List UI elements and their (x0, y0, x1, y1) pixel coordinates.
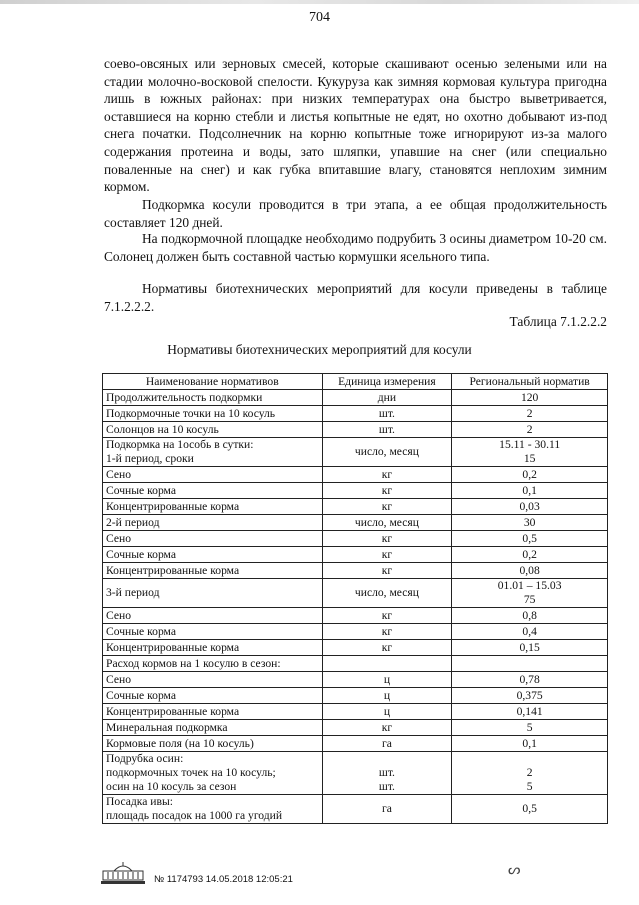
cell-line: Подкормочные точки на 10 косуль (106, 406, 276, 420)
table-row (103, 406, 608, 422)
table-row (103, 795, 608, 824)
header-value: Региональный норматив (452, 374, 608, 390)
table-row (103, 579, 608, 608)
paragraph-text: На подкормочной площадке необходимо подрубить 3 осины диаметром 10-20 см. Солонец должен быть составной частью кормушки ясельного типа. (104, 231, 607, 264)
cell-line: осин на 10 косуль за сезон (106, 780, 237, 793)
cell-line: Сено (106, 672, 132, 686)
row-unit-cell (322, 547, 452, 563)
row-name-cell (103, 720, 323, 736)
cell-line: 1-й период, сроки (106, 452, 194, 465)
row-unit-cell (322, 688, 452, 704)
cell-line: площадь посадок на 1000 га угодий (106, 809, 283, 822)
registry-building-logo-icon (100, 859, 146, 885)
cell-line: кг (381, 483, 393, 497)
cell-line: Кормовые поля (на 10 косуль) (106, 736, 254, 750)
cell-line: Сочные корма (106, 688, 176, 702)
cell-line: 0,141 (516, 704, 543, 718)
cell-line: Сочные корма (106, 483, 176, 497)
row-value-cell (452, 656, 608, 672)
cell-line: 0,2 (522, 547, 537, 561)
cell-line: 0,5 (522, 802, 537, 815)
row-value-cell (452, 406, 608, 422)
cell-line: Минеральная подкормка (106, 720, 228, 734)
scan-edge (0, 0, 639, 4)
table-row (103, 720, 608, 736)
norms-table (102, 373, 608, 824)
row-unit-cell (322, 736, 452, 752)
cell-line: 5 (526, 780, 533, 793)
cell-line: число, месяц (354, 586, 419, 599)
cell-line: число, месяц (354, 445, 419, 458)
cell-line: га (381, 736, 392, 750)
row-name-cell (103, 688, 323, 704)
row-value-cell (452, 563, 608, 579)
row-unit-cell (322, 720, 452, 736)
cell-line: 2-й период (106, 515, 160, 529)
row-name-cell (103, 531, 323, 547)
footer (100, 857, 293, 885)
row-name-cell (103, 483, 323, 499)
cell-line: шт. (378, 406, 395, 420)
paragraph-text: Нормативы биотехнических мероприятий для косули приведены в таблице 7.1.2.2.2. (104, 281, 607, 314)
row-unit-cell (322, 563, 452, 579)
table-row (103, 752, 608, 795)
row-value-cell (452, 467, 608, 483)
row-unit-cell (322, 467, 452, 483)
row-unit-cell (322, 422, 452, 438)
row-value-cell (452, 422, 608, 438)
cell-line: 0,1 (522, 483, 537, 497)
table-body (103, 390, 608, 824)
paragraph-4 (104, 280, 607, 315)
table-row (103, 483, 608, 499)
cell-line: дни (377, 390, 397, 404)
cell-line: 30 (523, 515, 536, 529)
row-name-cell (103, 795, 323, 824)
row-value-cell (452, 515, 608, 531)
cell-line: 2 (526, 406, 533, 420)
cell-line: кг (381, 547, 393, 561)
cell-line: 2 (526, 766, 533, 779)
cell-line: 75 (523, 593, 536, 606)
row-value-cell (452, 672, 608, 688)
cell-line: шт. (378, 780, 395, 793)
row-value-cell (452, 531, 608, 547)
cell-line (326, 657, 449, 671)
row-unit-cell (322, 608, 452, 624)
row-unit-cell (322, 406, 452, 422)
paragraph-3 (104, 230, 607, 265)
cell-line (455, 752, 604, 766)
table-row (103, 656, 608, 672)
table-row (103, 531, 608, 547)
cell-line: шт. (378, 422, 395, 436)
row-name-cell (103, 736, 323, 752)
cell-line: 0,4 (522, 624, 537, 638)
cell-line: 0,8 (522, 608, 537, 622)
table-row (103, 624, 608, 640)
cell-line: 0,15 (519, 640, 540, 654)
cell-line: 01.01 – 15.03 (497, 579, 562, 592)
cell-line: Сено (106, 531, 132, 545)
table-row (103, 422, 608, 438)
cell-line: число, месяц (354, 515, 419, 529)
row-name-cell (103, 640, 323, 656)
row-unit-cell (322, 483, 452, 499)
row-unit-cell (322, 515, 452, 531)
cell-line: 0,03 (519, 499, 540, 513)
paragraph-text: соево-овсяных или зерновых смесей, которые скашивают осенью зелеными или на стадии молочно-восковой спелости. Кукуруза как зимняя кормовая культура пригодна лишь в южных районах: при низких температурах она быстро выветривается, оставшиеся на корню стебли и листья копытные не едят, но охотно добывают из-под снега початки. Подсолнечник на корню копытные тоже игнорируют из-за малого содержания протеина и воды, зато шляпки, упавшие на снег (или специально поваленные на снег) и как губка впитавшие влагу, становятся неплохим зимним кормом. (104, 56, 607, 195)
row-unit-cell (322, 438, 452, 467)
row-unit-cell (322, 752, 452, 795)
cell-line: 0,1 (522, 736, 537, 750)
header-name: Наименование нормативов (103, 374, 323, 390)
row-unit-cell (322, 390, 452, 406)
row-unit-cell (322, 531, 452, 547)
row-value-cell (452, 704, 608, 720)
cell-line: кг (381, 499, 393, 513)
row-name-cell (103, 656, 323, 672)
cell-line (455, 657, 604, 671)
cell-line: 0,5 (522, 531, 537, 545)
row-value-cell (452, 752, 608, 795)
cell-line: 0,08 (519, 563, 540, 577)
cell-line: Концентрированные корма (106, 640, 240, 654)
table-row (103, 467, 608, 483)
table-header-row (103, 374, 608, 390)
table-caption: Нормативы биотехнических мероприятий для косули (167, 342, 472, 357)
cell-line: Сено (106, 467, 132, 481)
paragraph-1 (104, 55, 607, 196)
row-name-cell (103, 624, 323, 640)
row-value-cell (452, 499, 608, 515)
row-name-cell (103, 438, 323, 467)
paragraph-2 (104, 196, 607, 231)
cell-line: 15.11 - 30.11 (499, 438, 561, 451)
row-name-cell (103, 499, 323, 515)
table-row (103, 515, 608, 531)
cell-line (326, 752, 449, 766)
cell-line: кг (381, 563, 393, 577)
row-value-cell (452, 483, 608, 499)
cell-line: ц (383, 704, 391, 718)
row-value-cell (452, 438, 608, 467)
cell-line: Продолжительность подкормки (106, 390, 263, 404)
page-number: 704 (309, 10, 330, 25)
cell-line: 120 (520, 390, 539, 404)
handwritten-mark: ᔕ (508, 863, 521, 878)
table-row (103, 438, 608, 467)
row-unit-cell (322, 672, 452, 688)
cell-line: подкормочных точек на 10 косуль; (106, 766, 276, 779)
cell-line: Сочные корма (106, 624, 176, 638)
row-unit-cell (322, 499, 452, 515)
cell-line: кг (381, 608, 393, 622)
row-unit-cell (322, 579, 452, 608)
table-row (103, 390, 608, 406)
row-value-cell (452, 640, 608, 656)
cell-line: Сочные корма (106, 547, 176, 561)
table-row (103, 688, 608, 704)
row-value-cell (452, 688, 608, 704)
cell-line: кг (381, 467, 393, 481)
table-row (103, 499, 608, 515)
cell-line: 0,375 (516, 688, 543, 702)
cell-line: кг (381, 640, 393, 654)
cell-line: Концентрированные корма (106, 499, 240, 513)
row-value-cell (452, 624, 608, 640)
row-name-cell (103, 547, 323, 563)
row-unit-cell (322, 640, 452, 656)
cell-line: Подрубка осин: (106, 752, 184, 765)
cell-line: кг (381, 720, 393, 734)
row-value-cell (452, 390, 608, 406)
cell-line: 0,2 (522, 467, 537, 481)
row-value-cell (452, 736, 608, 752)
cell-line: 2 (526, 422, 533, 436)
cell-line: 5 (526, 720, 533, 734)
cell-line: 0,78 (519, 672, 540, 686)
table-row (103, 640, 608, 656)
row-value-cell (452, 720, 608, 736)
cell-line: Посадка ивы: (106, 795, 173, 808)
cell-line: кг (381, 624, 393, 638)
row-name-cell (103, 406, 323, 422)
table-row (103, 704, 608, 720)
row-name-cell (103, 579, 323, 608)
row-value-cell (452, 547, 608, 563)
table-number: Таблица 7.1.2.2.2 (509, 314, 607, 329)
row-name-cell (103, 467, 323, 483)
table-row (103, 563, 608, 579)
cell-line: 15 (523, 452, 536, 465)
row-value-cell (452, 579, 608, 608)
row-unit-cell (322, 624, 452, 640)
cell-line: Концентрированные корма (106, 704, 240, 718)
row-unit-cell (322, 795, 452, 824)
row-value-cell (452, 608, 608, 624)
row-name-cell (103, 752, 323, 795)
header-unit: Единица измерения (322, 374, 452, 390)
registration-stamp: № 1174793 14.05.2018 12:05:21 (154, 874, 293, 885)
cell-line: Расход кормов на 1 косулю в сезон: (106, 656, 281, 670)
cell-line: Подкормка на 1особь в сутки: (106, 438, 254, 451)
row-name-cell (103, 704, 323, 720)
row-value-cell (452, 795, 608, 824)
row-name-cell (103, 515, 323, 531)
cell-line: Солонцов на 10 косуль (106, 422, 219, 436)
row-name-cell (103, 422, 323, 438)
table-row (103, 547, 608, 563)
cell-line: 3-й период (106, 586, 160, 599)
cell-line: ц (383, 688, 391, 702)
row-name-cell (103, 563, 323, 579)
cell-line: шт. (378, 766, 395, 779)
row-unit-cell (322, 656, 452, 672)
table-row (103, 672, 608, 688)
row-name-cell (103, 608, 323, 624)
table-row (103, 608, 608, 624)
paragraph-text: Подкормка косули проводится в три этапа, а ее общая продолжительность составляет 120 дней. (104, 197, 607, 230)
cell-line: га (381, 802, 392, 815)
cell-line: ц (383, 672, 391, 686)
cell-line: кг (381, 531, 393, 545)
table-row (103, 736, 608, 752)
row-name-cell (103, 672, 323, 688)
row-unit-cell (322, 704, 452, 720)
row-name-cell (103, 390, 323, 406)
cell-line: Сено (106, 608, 132, 622)
cell-line: Концентрированные корма (106, 563, 240, 577)
